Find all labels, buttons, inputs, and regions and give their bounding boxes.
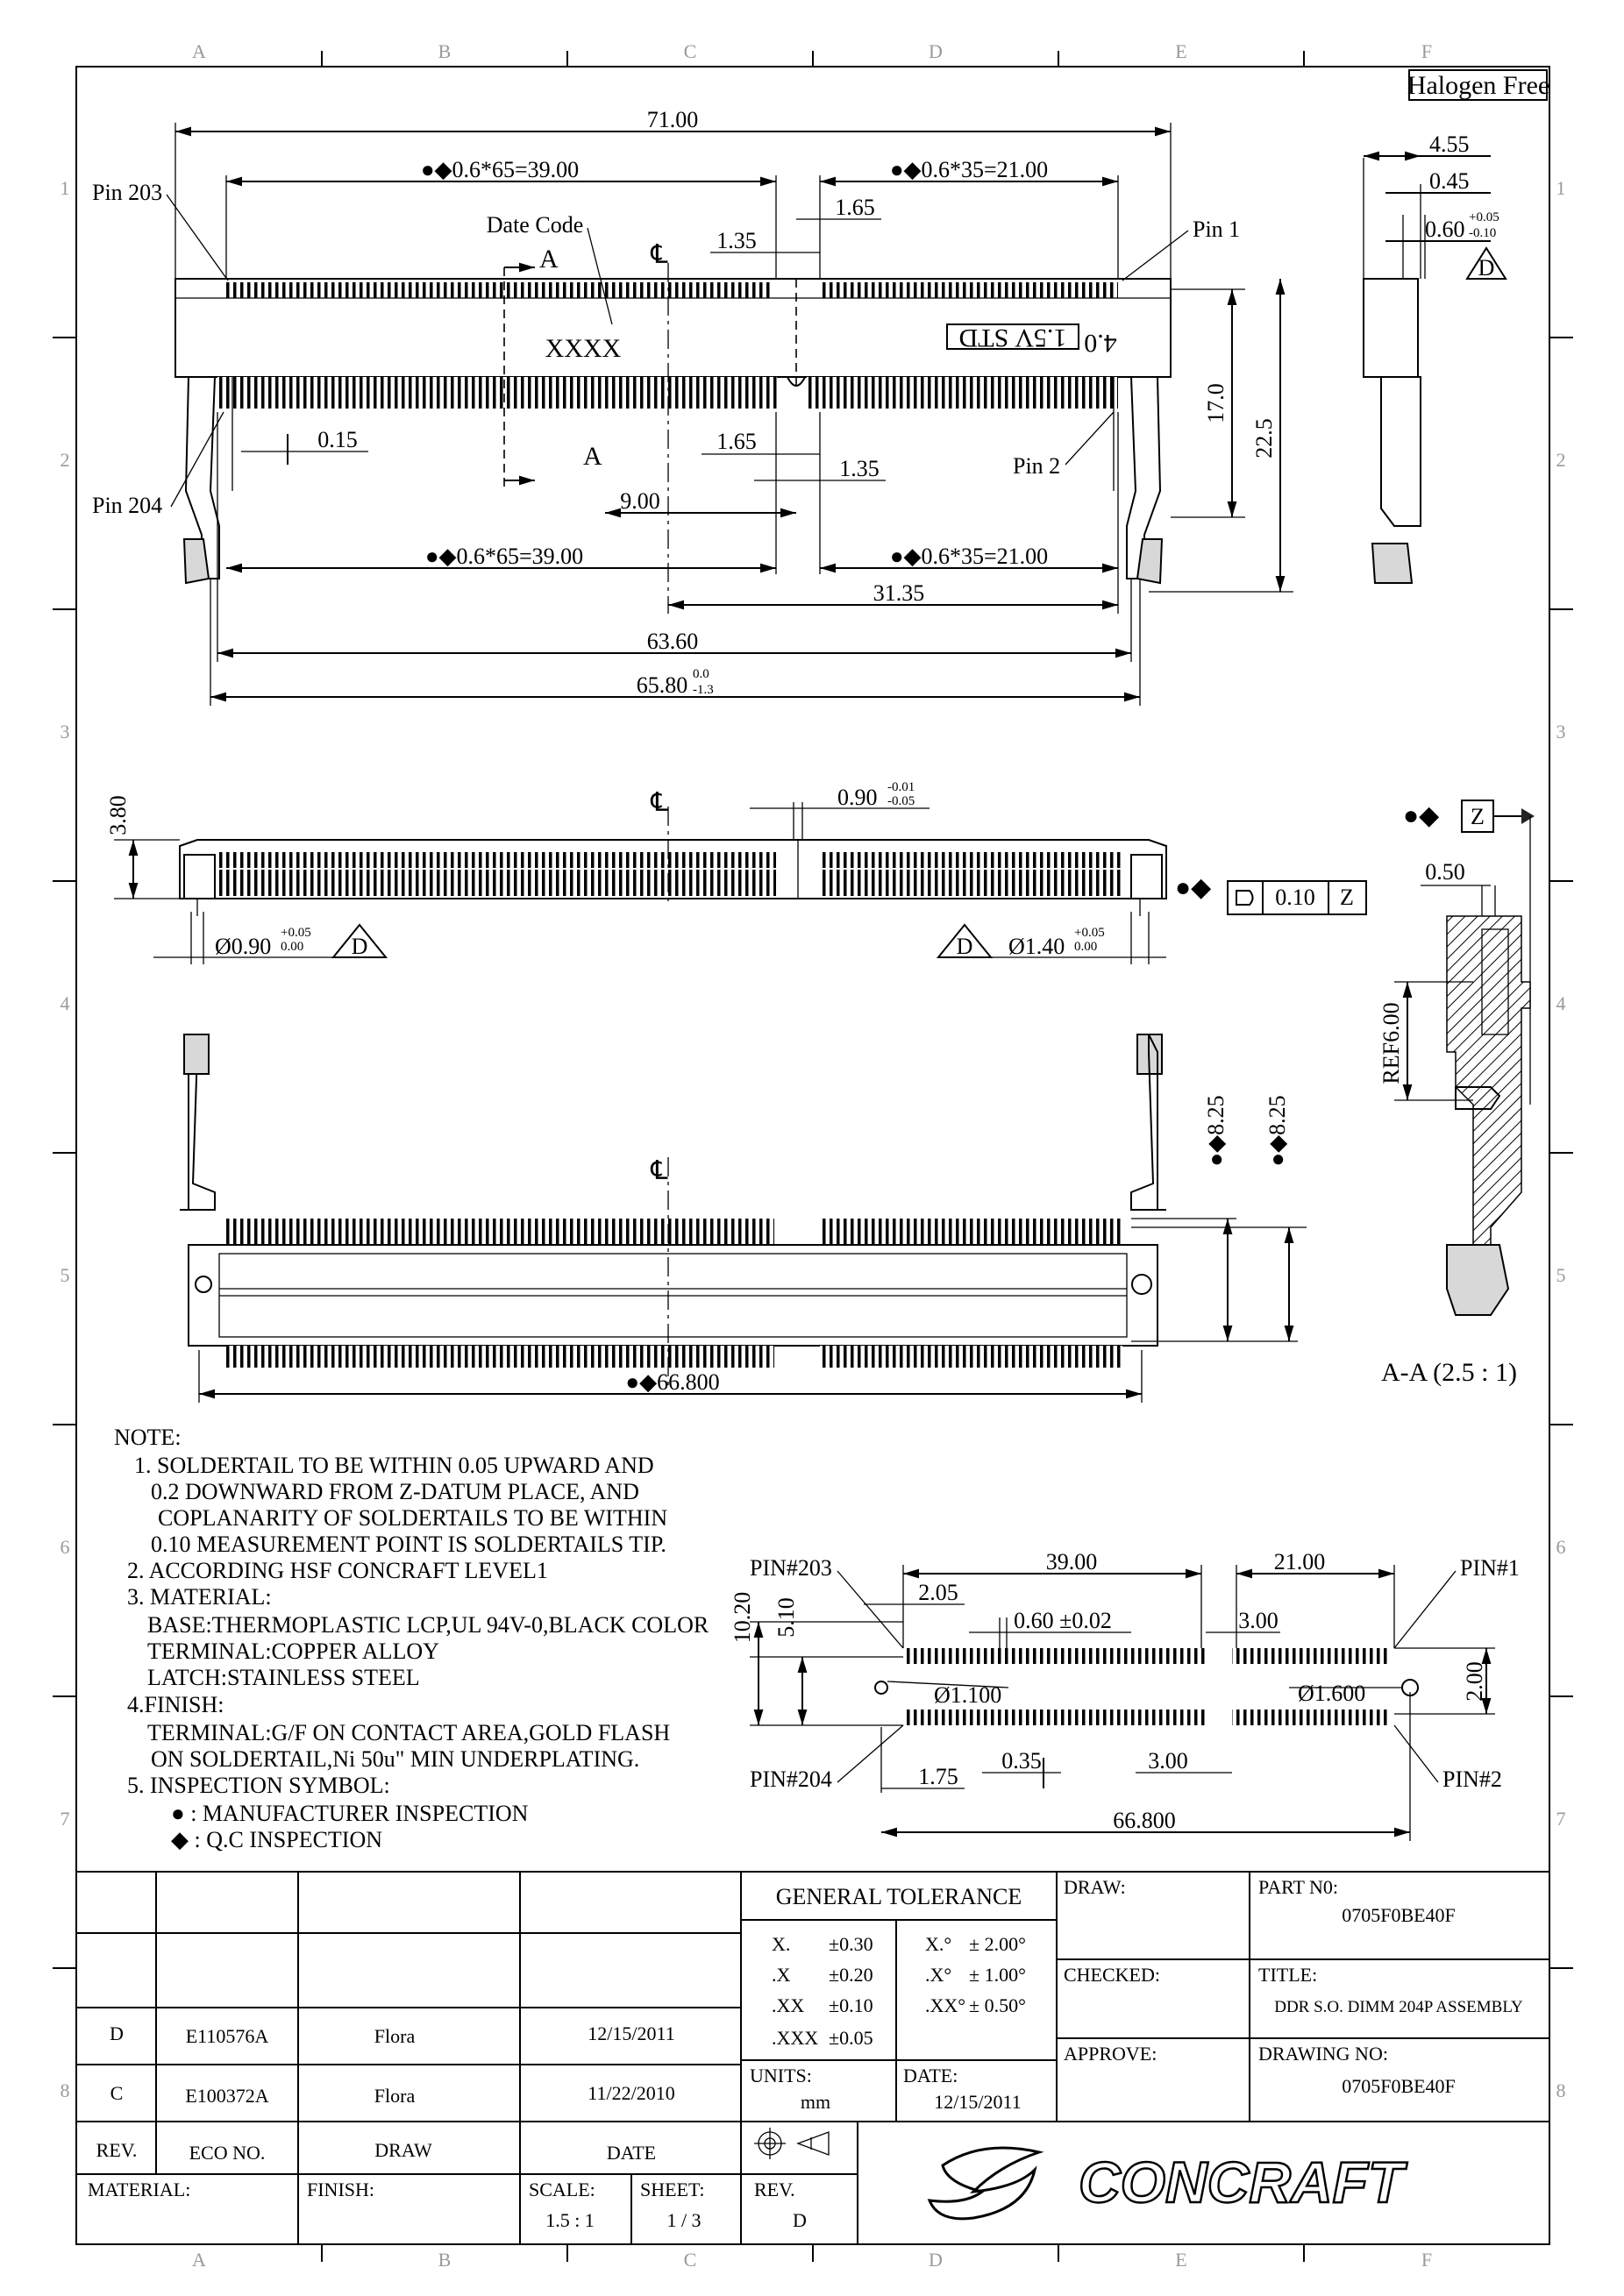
notes-title: NOTE: xyxy=(114,1425,182,1450)
fcf-symbols: ●◆ xyxy=(1175,873,1212,902)
centerline-symbol-front: ℄ xyxy=(651,788,668,817)
concraft-logo xyxy=(930,2148,1407,2219)
note-line-13: 5. INSPECTION SYMBOL: xyxy=(127,1773,390,1798)
dim-135-bottom: 1.35 xyxy=(839,456,880,481)
grid-row-8-right: 8 xyxy=(1556,2079,1566,2101)
grid-row-7: 7 xyxy=(60,1808,70,1830)
grid-col-a: A xyxy=(192,40,206,62)
dim-6580: 65.80 xyxy=(636,672,688,698)
tol-row-1-d: ± 2.00° xyxy=(969,1933,1026,1955)
note-line-2: 0.2 DOWNWARD FROM Z-DATUM PLACE, AND xyxy=(151,1479,639,1504)
scale-label: SCALE: xyxy=(529,2179,595,2200)
part-no-label: PART N0: xyxy=(1258,1876,1338,1898)
title-value: DDR S.O. DIMM 204P ASSEMBLY xyxy=(1274,1998,1523,2016)
tol-row-3-d: ± 0.50° xyxy=(969,1994,1026,2016)
projection-symbol xyxy=(754,2128,829,2159)
top-upper-teeth-right xyxy=(820,282,1118,298)
grid-row-4: 4 xyxy=(60,992,70,1014)
grid-col-f: F xyxy=(1421,40,1433,62)
note-line-6: 3. MATERIAL: xyxy=(127,1584,272,1610)
sheet-value: 1 / 3 xyxy=(666,2209,702,2231)
rev-row-2-draw: Flora xyxy=(374,2085,416,2107)
tol-row-2-b: ±0.20 xyxy=(829,1964,873,1986)
grid-column-labels xyxy=(192,40,1432,2271)
pcb-dim-300-bottom: 3.00 xyxy=(1148,1748,1188,1774)
fcf-tolerance: 0.10 xyxy=(1275,885,1315,910)
side-view xyxy=(1364,132,1506,583)
tol-row-4-b: ±0.05 xyxy=(829,2027,873,2049)
centerline-symbol-bottom: ℄ xyxy=(651,1156,668,1185)
tol-row-3-a: .XX xyxy=(772,1994,805,2016)
hole-large-dim: Ø1.40 xyxy=(1008,934,1065,959)
tol-row-1-c: X.° xyxy=(925,1933,952,1955)
top-lower-teeth-left xyxy=(217,377,777,409)
tol-row-2-c: .X° xyxy=(925,1964,952,1986)
date-code-label: Date Code xyxy=(486,212,584,238)
pcb-dim-1020: 10.20 xyxy=(730,1591,755,1644)
tol-row-2-a: .X xyxy=(772,1964,791,1986)
pcb-dim-66800: 66.800 xyxy=(1113,1808,1176,1833)
date-label: DATE: xyxy=(903,2065,958,2086)
side-datum-d: D xyxy=(1478,255,1495,281)
dim-050: 0.50 xyxy=(1425,859,1465,885)
pcb-pin-2: PIN#2 xyxy=(1442,1766,1502,1792)
date-value: 12/15/2011 xyxy=(934,2091,1022,2113)
rev-row-1-draw: Flora xyxy=(374,2025,416,2047)
note-line-14: ● : MANUFACTURER INSPECTION xyxy=(171,1801,529,1826)
centerline-symbol-top: ℄ xyxy=(651,240,668,269)
pcb-dim-060: 0.60 ±0.02 xyxy=(1014,1608,1112,1633)
grid-col-f-bottom: F xyxy=(1421,2249,1433,2271)
halogen-free-box xyxy=(1407,70,1549,100)
units-value: mm xyxy=(800,2091,831,2113)
checked-label: CHECKED: xyxy=(1064,1964,1160,1986)
rev-row-1-eco: E110576A xyxy=(185,2025,269,2047)
dim-900: 9.00 xyxy=(620,488,660,514)
note-line-10: 4.FINISH: xyxy=(127,1692,224,1717)
grid-row-2: 2 xyxy=(60,449,70,471)
pin-204-label: Pin 204 xyxy=(92,493,163,518)
grid-row-5: 5 xyxy=(60,1264,70,1286)
note-line-4: 0.10 MEASUREMENT POINT IS SOLDERTAILS TIP. xyxy=(151,1532,666,1557)
dim-6580-tol-lower: -1.3 xyxy=(693,683,714,697)
front-datum-d-right: D xyxy=(956,934,973,959)
note-line-7: BASE:THERMOPLASTIC LCP,UL 94V-0,BLACK COLOR xyxy=(147,1612,709,1638)
grid-row-8: 8 xyxy=(60,2079,70,2101)
dim-165-bottom: 1.65 xyxy=(716,429,757,454)
front-datum-d-left: D xyxy=(351,934,368,959)
dim-045: 0.45 xyxy=(1429,168,1470,194)
section-a-top: A xyxy=(539,245,559,274)
datum-z-symbols: ●◆ xyxy=(1403,801,1440,830)
dim-pitch-right-top: ●◆0.6*35=21.00 xyxy=(889,157,1049,182)
tol-row-3-c: .XX° xyxy=(925,1994,966,2016)
note-line-12: ON SOLDERTAIL,Ni 50u" MIN UNDERPLATING. xyxy=(151,1746,640,1772)
key-mark-label: 4.0 xyxy=(1084,329,1117,358)
dim-66800-bottom-view: ●◆66.800 xyxy=(625,1369,720,1395)
dim-090-tol-upper: -0.01 xyxy=(887,780,915,794)
note-line-9: LATCH:STAINLESS STEEL xyxy=(147,1665,420,1690)
std-mark-label: 1.5V STD xyxy=(958,323,1067,352)
rev-row-2-eco: E100372A xyxy=(185,2085,269,2107)
drawing-no-value: 0705F0BE40F xyxy=(1342,2075,1456,2097)
note-line-1: 1. SOLDERTAIL TO BE WITHIN 0.05 UPWARD AND xyxy=(134,1453,654,1478)
grid-col-e-bottom: E xyxy=(1175,2249,1187,2271)
ref-600: REF6.00 xyxy=(1378,1002,1404,1084)
note-line-5: 2. ACCORDING HSF CONCRAFT LEVEL1 xyxy=(127,1558,548,1583)
note-line-8: TERMINAL:COPPER ALLOY xyxy=(147,1638,439,1664)
top-view xyxy=(92,107,1293,706)
dim-090: 0.90 xyxy=(837,785,878,810)
dim-pitch-left-bottom: ●◆0.6*65=39.00 xyxy=(424,544,584,569)
pcb-dim-175: 1.75 xyxy=(918,1764,958,1789)
tol-row-1-a: X. xyxy=(772,1933,791,1955)
hole-small-tol-upper: +0.05 xyxy=(281,926,311,940)
section-aa-label: A-A (2.5 : 1) xyxy=(1381,1358,1517,1387)
dim-6580-tol-upper: 0.0 xyxy=(693,667,709,681)
dim-total-71: 71.00 xyxy=(646,107,699,132)
hole-small-dim: Ø0.90 xyxy=(215,934,272,959)
sheet-label: SHEET: xyxy=(640,2179,705,2200)
grid-row-5-right: 5 xyxy=(1556,1264,1566,1286)
drawing-no-label: DRAWING NO: xyxy=(1258,2043,1388,2065)
dim-825-a: ●◆8.25 xyxy=(1203,1095,1229,1167)
header-rev: REV. xyxy=(96,2139,138,2161)
material-label: MATERIAL: xyxy=(88,2179,191,2200)
grid-row-4-right: 4 xyxy=(1556,992,1566,1014)
dim-165-top: 1.65 xyxy=(835,195,875,220)
pin-203-label: Pin 203 xyxy=(92,180,163,205)
section-a-bottom: A xyxy=(583,442,602,471)
dim-090-tol-lower: -0.05 xyxy=(887,794,915,808)
grid-row-1: 1 xyxy=(60,177,70,199)
date-code-xxxx: XXXX xyxy=(545,334,622,363)
hole-small-tol-lower: 0.00 xyxy=(281,940,304,954)
pcb-hole-1600: Ø1.600 xyxy=(1298,1681,1366,1706)
grid-row-3: 3 xyxy=(60,721,70,743)
pcb-pin-203: PIN#203 xyxy=(750,1555,832,1581)
dim-380: 3.80 xyxy=(105,795,131,835)
general-tolerance-title: GENERAL TOLERANCE xyxy=(775,1884,1022,1909)
grid-col-d-bottom: D xyxy=(929,2249,943,2271)
pcb-dim-200: 2.00 xyxy=(1462,1661,1487,1702)
tol-row-2-d: ± 1.00° xyxy=(969,1964,1026,1986)
pcb-dim-2100: 21.00 xyxy=(1273,1549,1326,1575)
header-date: DATE xyxy=(606,2142,657,2164)
note-line-15: ◆ : Q.C INSPECTION xyxy=(171,1827,383,1852)
header-draw: DRAW xyxy=(374,2139,432,2161)
company-name: CONCRAFT xyxy=(1079,2150,1404,2214)
note-line-11: TERMINAL:G/F ON CONTACT AREA,GOLD FLASH xyxy=(147,1720,671,1745)
hole-large-tol-lower: 0.00 xyxy=(1074,940,1098,954)
datum-z-label: Z xyxy=(1471,804,1485,829)
pcb-dim-035: 0.35 xyxy=(1001,1748,1042,1774)
header-eco: ECO NO. xyxy=(189,2142,266,2164)
approve-label: APPROVE: xyxy=(1064,2043,1157,2065)
bottom-view xyxy=(180,1034,1307,1403)
tol-row-1-b: ±0.30 xyxy=(829,1933,873,1955)
dim-6360: 63.60 xyxy=(646,629,699,654)
title-block xyxy=(76,1872,1549,2244)
pcb-dim-205: 2.05 xyxy=(918,1580,958,1605)
pcb-layout xyxy=(730,1549,1520,1841)
finish-label: FINISH: xyxy=(307,2179,375,2200)
dim-060: 0.60 xyxy=(1425,217,1465,242)
dim-225: 22.5 xyxy=(1251,418,1277,458)
draw-label: DRAW: xyxy=(1064,1876,1126,1898)
dim-455: 4.55 xyxy=(1429,132,1470,157)
grid-col-b-bottom: B xyxy=(438,2249,452,2271)
pcb-hole-1100: Ø1.100 xyxy=(934,1682,1002,1708)
dim-170: 17.0 xyxy=(1203,383,1229,423)
title-label: TITLE: xyxy=(1258,1964,1318,1986)
dim-015: 0.15 xyxy=(317,427,358,452)
rev-row-1-rev: D xyxy=(110,2022,124,2044)
grid-col-b: B xyxy=(438,40,452,62)
note-line-3: COPLANARITY OF SOLDERTAILS TO BE WITHIN xyxy=(158,1505,668,1531)
scale-value: 1.5 : 1 xyxy=(545,2209,595,2231)
grid-row-3-right: 3 xyxy=(1556,721,1566,743)
pin-1-label: Pin 1 xyxy=(1193,217,1241,242)
side-tol-lower: -0.10 xyxy=(1469,226,1497,240)
grid-row-2-right: 2 xyxy=(1556,449,1566,471)
grid-col-a-bottom: A xyxy=(192,2249,206,2271)
pcb-dim-3900: 39.00 xyxy=(1045,1549,1098,1575)
grid-col-e: E xyxy=(1175,40,1187,62)
tol-row-4-a: .XXX xyxy=(772,2027,819,2049)
rev-row-1-date: 12/15/2011 xyxy=(588,2022,675,2044)
side-tol-upper: +0.05 xyxy=(1469,210,1499,224)
dim-pitch-left-top: ●◆0.6*65=39.00 xyxy=(420,157,580,182)
dim-825-b: ●◆8.25 xyxy=(1264,1095,1290,1167)
pcb-dim-300-top: 3.00 xyxy=(1238,1608,1279,1633)
dim-3135: 31.35 xyxy=(873,580,925,606)
grid-col-c-bottom: C xyxy=(683,2249,697,2271)
pin-2-label: Pin 2 xyxy=(1013,453,1061,479)
top-lower-teeth-right xyxy=(807,377,1118,409)
rev-row-2-rev: C xyxy=(110,2082,124,2104)
pcb-pin-204: PIN#204 xyxy=(750,1766,832,1792)
front-view xyxy=(105,780,1366,964)
grid-row-6: 6 xyxy=(60,1536,70,1558)
pcb-pin-1: PIN#1 xyxy=(1460,1555,1520,1581)
notes-block xyxy=(114,1425,709,1852)
section-view-aa xyxy=(1378,800,1535,1387)
halogen-free-label: Halogen Free xyxy=(1407,71,1550,100)
top-upper-teeth-left xyxy=(226,282,772,298)
dim-135-top: 1.35 xyxy=(716,228,757,253)
dim-pitch-right-bottom: ●◆0.6*35=21.00 xyxy=(889,544,1049,569)
rev-row-2-date: 11/22/2010 xyxy=(588,2082,675,2104)
rev-label: REV. xyxy=(754,2179,795,2200)
pcb-dim-510: 5.10 xyxy=(773,1597,799,1638)
rev-value: D xyxy=(793,2209,807,2231)
grid-col-d: D xyxy=(929,40,943,62)
grid-row-1-right: 1 xyxy=(1556,177,1566,199)
hole-large-tol-upper: +0.05 xyxy=(1074,926,1105,940)
tol-row-3-b: ±0.10 xyxy=(829,1994,873,2016)
grid-row-7-right: 7 xyxy=(1556,1808,1566,1830)
part-no-value: 0705F0BE40F xyxy=(1342,1904,1456,1926)
fcf-datum: Z xyxy=(1340,885,1354,910)
grid-row-6-right: 6 xyxy=(1556,1536,1566,1558)
units-label: UNITS: xyxy=(750,2065,812,2086)
grid-col-c: C xyxy=(683,40,697,62)
